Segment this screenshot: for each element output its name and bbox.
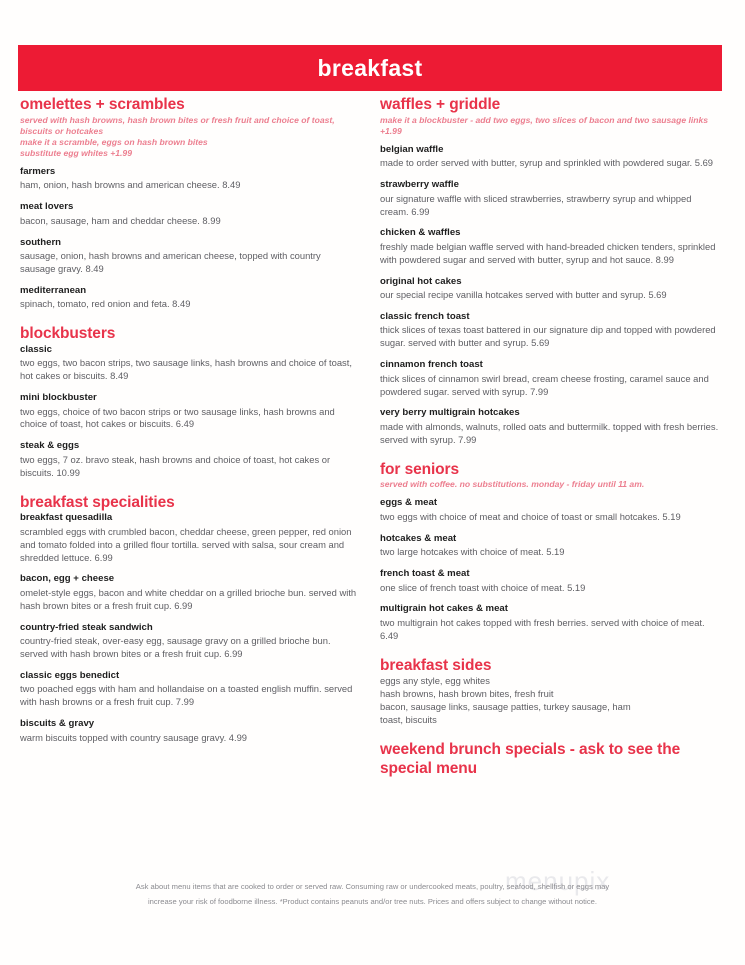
menu-item-name: cinnamon french toast [380,359,483,371]
section-title: breakfast specialities [20,493,175,511]
menu-item-belgian-waffle [380,144,721,170]
menu-item-description: made to order served with butter, syrup and sprinkled with powdered sugar. 5.69 [380,157,713,169]
section-title: omelettes + scrambles [20,96,185,113]
menu-item-biscuits-and-gravy [20,718,358,744]
menupix-watermark: menupix [505,866,611,896]
menu-item-bacon-egg-plus-cheese [20,573,358,612]
menu-item-farmers [20,166,358,192]
right-column [372,96,745,778]
footer-line-2: increase your risk of foodborne illness. *Product contains peanuts and/or tree nuts. Prices and offers subject to change without notice. [148,896,597,906]
section-note: served with coffee. no substitutions. monday - friday until 11 am. [380,479,645,490]
menu-section-breakfast-sides [380,657,721,727]
section-note: make it a blockbuster - add two eggs, two slices of bacon and two sausage links +1.99 [380,114,709,136]
menu-item-name: southern [20,236,62,248]
menu-section-for-seniors [380,461,721,643]
menu-item-description: one slice of french toast with choice of meat. 5.19 [380,581,586,593]
section-title: blockbusters [20,325,116,343]
menu-item-country-fried-steak-sandwich [20,622,358,661]
menu-item-name: strawberry waffle [380,179,459,191]
breakfast-banner [18,45,722,91]
menu-item-description: scrambled eggs with crumbled bacon, cheddar cheese, green pepper, red onion and tomato folded into a grilled flour tortilla. served with salsa, sour cream and shredded lettuce. 6.99 [20,525,352,563]
menu-item-strawberry-waffle [380,179,721,218]
menu-item-description: ham, onion, hash browns and american cheese. 8.49 [20,179,241,191]
menu-item-description: freshly made belgian waffle served with hand-breaded chicken tenders, sprinkled with powdered sugar and served with butter, syrup and hot sauce. 8.99 [380,240,716,265]
menu-item-description: made with almonds, walnuts, rolled oats and buttermilk. topped with fresh berries. served with syrup. 7.99 [380,420,719,445]
menu-item-mini-blockbuster [20,392,358,431]
menu-item-name: steak & eggs [20,440,80,452]
menu-item-description: spinach, tomato, red onion and feta. 8.49 [20,298,191,310]
menu-item-name: classic [20,343,53,355]
menu-item-meat-lovers [20,201,358,227]
menu-section-blockbusters [20,325,358,479]
left-column [0,96,372,778]
menu-item-name: country-fried steak sandwich [20,621,153,633]
menu-item-steak-and-eggs [20,440,358,479]
menu-item-description: warm biscuits topped with country sausage gravy. 4.99 [20,731,248,743]
menu-item-description: bacon, sausage, ham and cheddar cheese. 8.99 [20,214,221,226]
section-note: served with hash browns, hash brown bites or fresh fruit and choice of toast, biscuits or hotcakes make it a scramble, eggs on hash brown bites substitute egg whites +1.99 [20,114,335,158]
menu-item-southern [20,237,358,276]
menu-item-name: bacon, egg + cheese [20,573,115,585]
menu-item-eggs-and-meat [380,497,721,523]
menu-item-name: eggs & meat [380,497,438,509]
menu-item-multigrain-hot-cakes-and-meat [380,603,721,642]
breakfast-sides-list: eggs any style, egg whites hash browns, hash brown bites, fresh fruit bacon, sausage links, sausage patties, turkey sausage, ham toast, biscuits [380,675,631,726]
menu-item-classic [20,344,358,383]
menu-item-name: biscuits & gravy [20,718,95,730]
menu-item-description: thick slices of texas toast battered in our signature dip and topped with powdered sugar. served with butter and syrup. 5.69 [380,324,716,349]
menu-item-name: farmers [20,165,56,177]
menu-item-name: mediterranean [20,284,87,296]
menu-item-name: multigrain hot cakes & meat [380,603,508,615]
menu-item-classic-french-toast [380,311,721,350]
menu-item-name: original hot cakes [380,275,462,287]
menu-item-description: two eggs, 7 oz. bravo steak, hash browns and choice of toast, hot cakes or biscuits. 10.99 [20,453,331,478]
menu-item-cinnamon-french-toast [380,359,721,398]
menu-item-description: two eggs, choice of two bacon strips or two sausage links, hash browns and choice of toast, hot cakes or biscuits. 6.49 [20,405,335,430]
menu-item-original-hot-cakes [380,276,721,302]
menu-item-name: belgian waffle [380,143,444,155]
menu-item-description: two large hotcakes with choice of meat. 5.19 [380,546,565,558]
menu-columns [0,96,745,778]
menu-item-description: our special recipe vanilla hotcakes served with butter and syrup. 5.69 [380,289,667,301]
menu-section-omelettes-plus-scrambles [20,96,358,311]
menu-item-mediterranean [20,285,358,311]
page-title: breakfast [317,54,423,81]
weekend-brunch-callout: weekend brunch specials - ask to see the special menu [380,740,681,777]
menu-item-french-toast-and-meat [380,568,721,594]
menu-item-description: two multigrain hot cakes topped with fresh berries. served with choice of meat. 6.49 [380,616,705,641]
menu-item-description: two poached eggs with ham and hollandaise on a toasted english muffin. served with hash browns or a fresh fruit cup. 7.99 [20,683,353,708]
menu-item-description: sausage, onion, hash browns and american cheese, topped with country sausage gravy. 8.49 [20,249,321,274]
menu-section-waffles-plus-griddle [380,96,721,447]
section-title: for seniors [380,460,460,478]
menu-item-name: chicken & waffles [380,227,461,239]
menu-item-name: meat lovers [20,201,74,213]
section-title: waffles + griddle [380,96,501,113]
menu-item-description: our signature waffle with sliced strawberries, strawberry syrup and whipped cream. 6.99 [380,192,692,217]
menu-item-description: omelet-style eggs, bacon and white cheddar on a grilled brioche bun. served with hash brown bites or a fresh fruit cup. 6.99 [20,586,357,611]
menu-item-chicken-and-waffles [380,227,721,266]
menu-item-description: country-fried steak, over-easy egg, sausage gravy on a grilled brioche bun. served with hash brown bites or a fresh fruit cup. 6.99 [20,635,331,659]
menu-item-classic-eggs-benedict [20,670,358,709]
menu-item-very-berry-multigrain-hotcakes [380,407,721,446]
menu-item-name: french toast & meat [380,568,470,580]
menu-item-description: thick slices of cinnamon swirl bread, cream cheese frosting, caramel sauce and powdered sugar. served with syrup. 7.99 [380,372,709,397]
menu-item-hotcakes-and-meat [380,533,721,559]
menu-item-name: mini blockbuster [20,392,97,404]
menu-item-name: breakfast quesadilla [20,512,113,524]
menu-item-breakfast-quesadilla [20,512,358,564]
menu-item-name: classic french toast [380,310,470,322]
footer-line-1: Ask about menu items that are cooked to order or served raw. Consuming raw or undercooked meats, poultry, seafood, shellfish or eggs may [135,882,610,891]
section-title: breakfast sides [380,656,492,674]
menu-item-description: two eggs with choice of meat and choice of toast or small hotcakes. 5.19 [380,510,681,522]
menu-item-name: very berry multigrain hotcakes [380,407,520,419]
menu-item-name: classic eggs benedict [20,669,120,681]
menu-item-name: hotcakes & meat [380,532,457,544]
menu-section-breakfast-specialities [20,494,358,745]
menu-item-description: two eggs, two bacon strips, two sausage links, hash browns and choice of toast, hot cakes or biscuits. 8.49 [20,357,352,382]
footer-disclaimer [0,880,745,910]
